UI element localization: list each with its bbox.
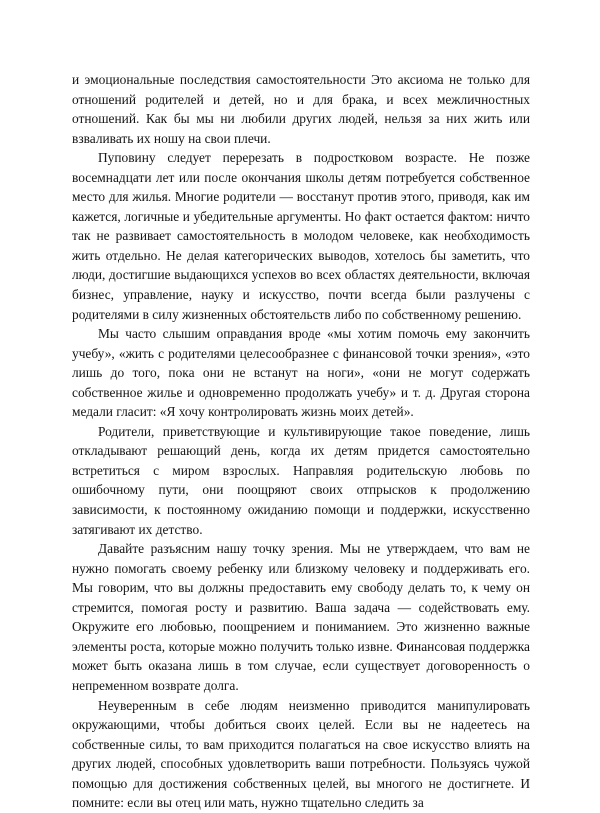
paragraph-5: Давайте разъясним нашу точку зрения. Мы не утверждаем, что вам не нужно помогать своему ребенку или близкому человеку и поддерживать его. Мы говорим, что вы должны предоставить ему свободу делать то, к чему он стремится, помогая росту и развитию. Ваша задача — содействовать ему. Окружите его любовью, поощрением и пониманием. Это жизненно важные элементы роста, которые можно получить только извне. Финансовая поддержка может быть оказана лишь в том случае, если существует договоренность о непременном возврате долга. [72, 541, 530, 693]
paragraph-6: Неуверенным в себе людям неизменно приводится манипулировать окружающими, чтобы добиться своих целей. Если вы не надеетесь на собственные силы, то вам приходится полагаться на свое искусство влиять на других людей, способных удовлетворить ваши потребности. Пользуясь чужой помощью для достижения собственных целей, вы многого не достигнете. И помните: если вы отец или мать, нужно тщательно следить за [72, 697, 530, 811]
paragraph-4: Родители, приветствующие и культивирующие такое поведение, лишь откладывают решающий день, когда их детям придется самостоятельно встретиться с миром взрослых. Направляя родительскую любовь по ошибочному пути, они поощряют своих отпрысков к продолжению зависимости, к постоянному ожиданию помощи и поддержки, искусственно затягивают их детство. [72, 423, 530, 537]
document-page [72, 70, 530, 813]
paragraph-2: Пуповину следует перерезать в подростковом возрасте. Не позже восемнадцати лет или после окончания школы детям потребуется собственное место для жилья. Многие родители — восстанут против этого, приводя, как им кажется, логичные и убедительные аргументы. Но факт остается фактом: ничто так не развивает самостоятельность в молодом человеке, как необходимость жить отдельно. Не делая категорических выводов, хотелось бы заметить, что люди, достигшие выдающихся успехов во всех областях деятельности, включая бизнес, управление, науку и искусство, почти всегда были разлучены с родителями в силу жизненных обстоятельств либо по собственному решению. [72, 150, 530, 322]
paragraph-3: Мы часто слышим оправдания вроде «мы хотим помочь ему закончить учебу», «жить с родителями целесообразнее с финансовой точки зрения», «это лишь до того, пока они не встанут на ноги», «они не могут содержать собственное жилье и одновременно продолжать учебу» и т. д. Другая сторона медали гласит: «Я хочу контролировать жизнь моих детей». [72, 326, 530, 420]
paragraph-1: и эмоциональные последствия самостоятельности Это аксиома не только для отношений родителей и детей, но и для брака, и всех межличностных отношений. Как бы мы ни любили других людей, нельзя за них жить или взваливать их ношу на свои плечи. [72, 72, 530, 146]
